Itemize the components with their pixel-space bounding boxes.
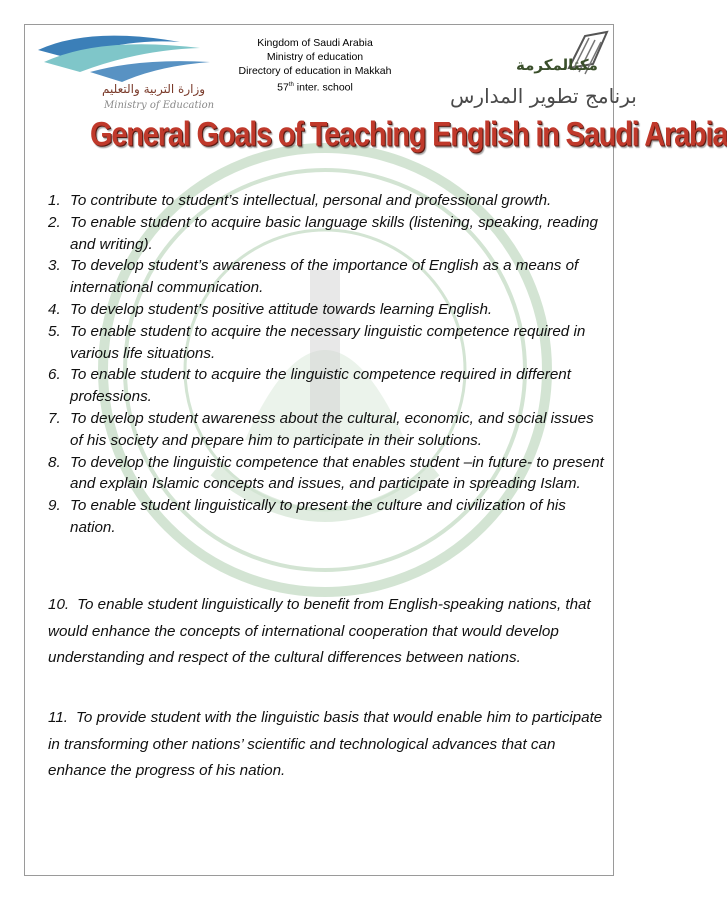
list-item: 4. To develop student’s positive attitude towards learning English. [48,300,493,318]
page-title: General Goals of Teaching English in Saudi Arabia [90,116,727,154]
school-development-program-logo [430,28,637,118]
list-item: 5. To enable student to acquire the necessary linguistic competence required in various life situations. [48,322,586,362]
header-line-ministry: Ministry of education [266,51,364,63]
list-item: 1. To contribute to student’s intellectual, personal and professional growth. [48,192,552,209]
goal-paragraph-11: 11. To provide student with the linguistic basis that would enable him to participate in transforming other nations’ scientific and technological advances that can enhance the progress of his nation. [48,709,603,779]
ministry-arabic-name: وزارة التربية والتعليم [102,82,206,96]
header-line-directory: Directory of education in Makkah [238,65,392,77]
list-item: 9. To enable student linguistically to present the culture and civilization of his nation. [48,497,566,536]
list-item: 8. To develop the linguistic competence that enables student –in future- to present and explain Islamic concepts and issues, and participate in spreading Islam. [48,453,604,493]
ministry-of-education-logo [30,28,220,118]
list-item: 7. To develop student awareness about the cultural, economic, and social issues of his society and prepare him to participate in their solutions. [48,409,594,449]
goal-paragraph-10: 10. To enable student linguistically to benefit from English-speaking nations, that would enhance the concepts of international cooperation that would develop understanding and respect of the cultural differences between nations. [48,596,591,666]
header-line-kingdom: Kingdom of Saudi Arabia [257,37,373,49]
goals-list [48,190,608,539]
program-arabic-label: برنامج تطوير المدارس [450,84,637,108]
list-item: 6. To enable student to acquire the linguistic competence required in different professions. [48,366,571,406]
list-item: 2. To enable student to acquire basic language skills (listening, speaking, reading and writing). [48,213,598,253]
document-header [215,36,415,95]
header-line-school: 57th inter. school [277,81,353,94]
makkah-arabic-label: مكتالمكرمة [516,56,598,74]
ministry-english-name: Ministry of Education [104,100,215,111]
ministry-swoosh-icon [30,28,220,88]
list-item: 3. To develop student’s awareness of the importance of English as a means of international communication. [48,257,579,297]
